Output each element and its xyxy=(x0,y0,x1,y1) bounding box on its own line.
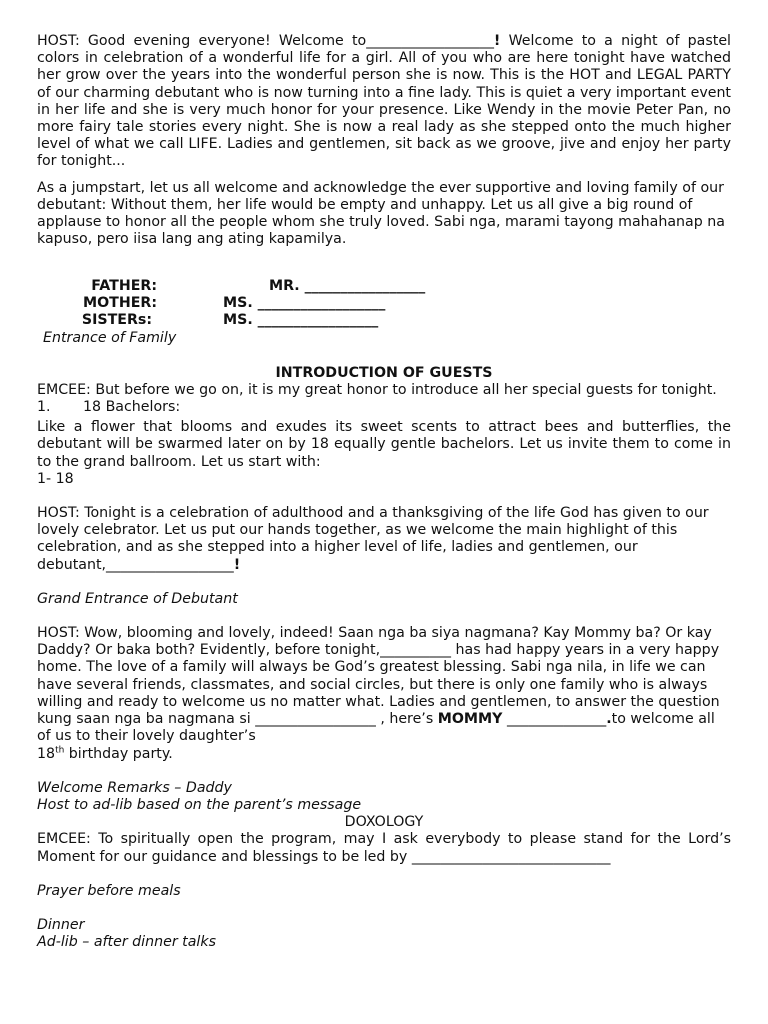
mommy-dot: . xyxy=(606,711,612,728)
dinner-label: Dinner xyxy=(37,916,85,933)
father-value: MR. _________________ xyxy=(269,278,426,295)
mommy-blank: ______________ xyxy=(502,711,607,728)
blooming-text-b: to welcome all of us to their lovely daughter’s xyxy=(37,711,715,745)
celebration-paragraph xyxy=(37,505,731,574)
celebration-text: HOST: Tonight is a celebration of adulthood and a thanksgiving of the life God has given to our lovely celebrator. Let us put our hands together, as we welcome the main highlight of this celebration, and as she stepped into a higher level of life, ladies and gentlemen, our debutant,__________________ xyxy=(37,505,709,573)
guests-heading: INTRODUCTION OF GUESTS xyxy=(275,364,493,381)
mother-label: MOTHER: xyxy=(82,295,157,312)
welcome-remarks: Welcome Remarks – Daddy xyxy=(37,779,232,796)
intro-exclamation: ! xyxy=(493,33,501,49)
blooming-paragraph xyxy=(37,625,731,763)
birthday-ordinal: th xyxy=(55,744,65,755)
blooming-text-c: birthday party. xyxy=(64,745,173,762)
intro-text-b: Welcome to a night of pastel colors in celebration of a wonderful life for a girl. All of you who are here tonight have watched her grow over the years into the wonderful person she is now. This is the HOT and LEGAL PARTY of our charming debutant who is now turning into a fine lady. This is quiet a very important event in her life and she is very much honor for your presence. Like Wendy in the movie Peter Pan, no more fairy tale stories every night. She is now a real lady as she stepped onto the much higher level of what we call LIFE. Ladies and gentlemen, sit back as we groove, jive and enjoy her party for tonight... xyxy=(37,33,731,170)
after-dinner-adlib: Ad-lib – after dinner talks xyxy=(37,934,216,951)
grand-entrance: Grand Entrance of Debutant xyxy=(37,590,238,607)
mother-value: MS. __________________ xyxy=(223,295,386,312)
guests-item-number: 1. xyxy=(37,399,51,416)
sisters-row xyxy=(37,312,731,329)
jumpstart-paragraph: As a jumpstart, let us all welcome and acknowledge the ever supportive and loving family of our debutant: Without them, her life would be empty and unhappy. Let us all give a big round of applause to honor all the people whom she truly loved. Sabi nga, marami tayong mahahanap na kapuso, pero iisa lang ang ating kapamilya. xyxy=(37,179,725,248)
host-adlib: Host to ad-lib based on the parent’s message xyxy=(37,796,362,813)
sisters-value: MS. _________________ xyxy=(223,312,379,329)
doxology-emcee: EMCEE: To spiritually open the program, may I ask everybody to please stand for the Lord’s Moment for our guidance and blessings to be led by ____________________________ xyxy=(37,831,731,865)
guests-item-label: 18 Bachelors: xyxy=(83,399,181,416)
document-page xyxy=(37,33,731,951)
mommy-label: MOMMY xyxy=(437,711,503,728)
mother-row xyxy=(37,295,731,312)
birthday-number: 18 xyxy=(37,745,56,762)
intro-text-a: HOST: Good evening everyone! Welcome to__________________ xyxy=(37,33,494,49)
celebration-exclamation: ! xyxy=(233,556,241,573)
blooming-text-a: HOST: Wow, blooming and lovely, indeed! Saan nga ba siya nagmana? Kay Mommy ba? Or kay Daddy? Or baka both? Evidently, before tonight,__________ has had happy years in a very happy home. The love of a family will always be God’s greatest blessing. Sabi nga nila, in life we can have several friends, classmates, and social circles, but there is only one family who is always willing and ready to welcome us no matter what. Ladies and gentlemen, to answer the question kung saan nga ba nagmana si _________________ , here’s xyxy=(37,625,720,728)
guests-emcee: EMCEE: But before we go on, it is my great honor to introduce all her special guests for tonight. xyxy=(37,381,717,398)
flower-paragraph: Like a flower that blooms and exudes its sweet scents to attract bees and butterflies, the debutant will be swarmed later on by 18 equally gentle bachelors. Let us invite them to come in to the grand ballroom. Let us start with: xyxy=(37,419,731,470)
bachelor-range: 1- 18 xyxy=(37,470,74,487)
doxology-heading: DOXOLOGY xyxy=(344,814,424,831)
prayer-before-meals: Prayer before meals xyxy=(37,882,181,899)
guests-item xyxy=(37,399,731,416)
intro-paragraph xyxy=(37,33,731,171)
entrance-of-family: Entrance of Family xyxy=(43,330,177,347)
family-list xyxy=(37,278,731,330)
sisters-label: SISTERs: xyxy=(81,312,152,329)
father-row xyxy=(37,278,731,295)
father-label: FATHER: xyxy=(91,278,157,295)
